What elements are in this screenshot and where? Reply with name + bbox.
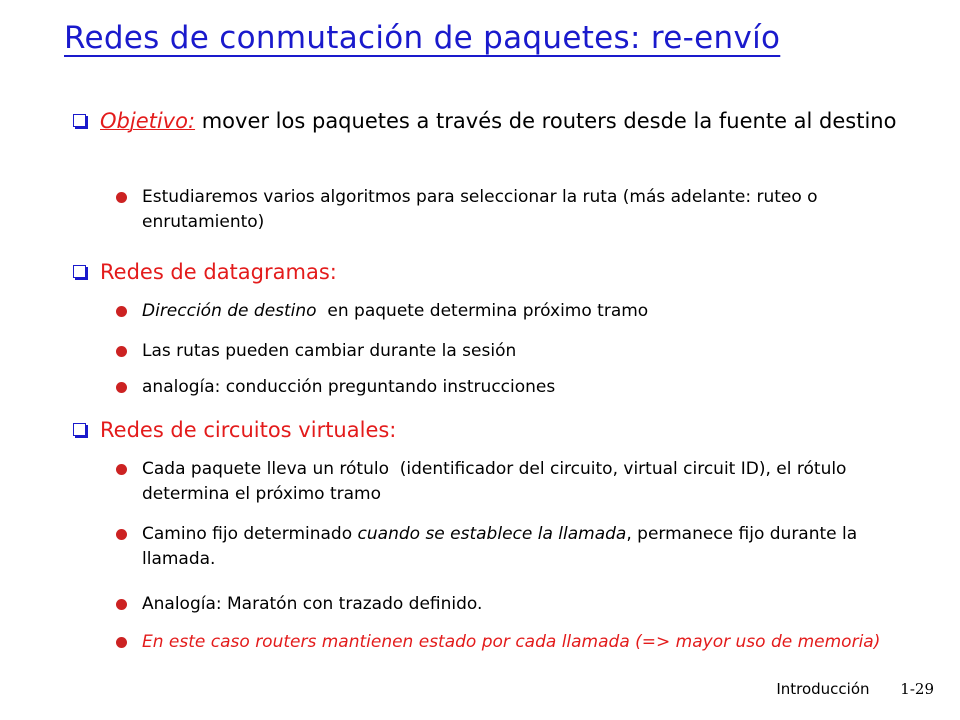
page-number: 1-29 [900,680,934,698]
bullet-objective [100,106,930,136]
datagram-heading: Redes de datagramas: [100,260,337,284]
objective-text: mover los paquetes a través de routers desde la fuente al destino [195,109,897,133]
sub-bullet-analogy-driving [142,375,922,400]
marathon-text: Analogía: Maratón con trazado definido. [142,594,483,614]
label-text: Cada paquete lleva un rótulo (identificador del circuito, virtual circuit ID), el rótulo determina el próximo tramo [142,459,852,504]
round-bullet-icon [116,637,127,648]
round-bullet-icon [116,192,127,203]
round-bullet-icon [116,599,127,610]
sub-bullet-fixed-path [142,522,922,572]
square-bullet-icon [73,423,86,436]
square-bullet-icon [73,265,86,278]
sub-bullet-text: Estudiaremos varios algoritmos para seleccionar la ruta (más adelante: ruteo o enrutamiento) [142,187,818,232]
virtual-circuit-heading: Redes de circuitos virtuales: [100,418,397,442]
square-bullet-icon [73,114,86,127]
objective-label: Objetivo: [100,109,196,133]
bullet-virtual-circuit [100,415,930,445]
routes-text: Las rutas pueden cambiar durante la sesión [142,341,517,361]
round-bullet-icon [116,382,127,393]
sub-bullet-routes [142,339,922,364]
sub-bullet-label [142,457,922,507]
destination-rest: en paquete determina próximo tramo [316,301,649,321]
slide-footer [776,680,934,698]
round-bullet-icon [116,346,127,357]
bullet-datagram [100,257,930,287]
destination-italic: Dirección de destino [142,301,317,321]
round-bullet-icon [116,529,127,540]
footer-section: Introducción [776,680,870,698]
round-bullet-icon [116,464,127,475]
sub-bullet-destination [142,299,922,324]
sub-bullet-state [142,630,922,655]
fixed-path-end: , permanece fijo durante la llamada. [142,524,858,569]
slide-title: Redes de conmutación de paquetes: re-envío [64,20,781,56]
state-text: En este caso routers mantienen estado por cada llamada (=> mayor uso de memoria) [142,632,881,652]
sub-bullet-marathon [142,592,922,617]
sub-bullet-algorithms [142,185,922,235]
analogy-driving-text: analogía: conducción preguntando instrucciones [142,377,556,397]
fixed-path-italic: cuando se establece la llamada [357,524,627,544]
fixed-path-start: Camino fijo determinado [142,524,358,544]
round-bullet-icon [116,306,127,317]
